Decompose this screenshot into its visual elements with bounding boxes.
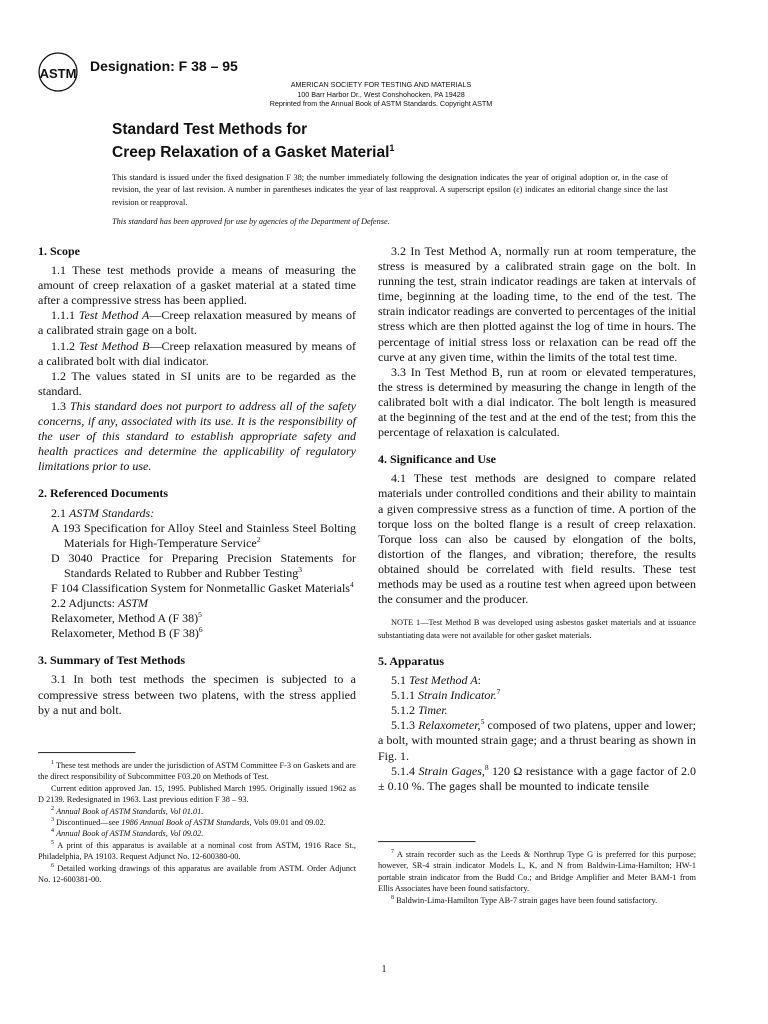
scope-heading: 1. Scope	[38, 244, 80, 258]
footnote-3: $^3$ Discontinued—see 1986 Annual Book of ASTM Standards, Vols 09.01 and 09.02.	[51, 817, 326, 828]
para-5-1: 5.1 Test Method A:	[391, 673, 482, 688]
title-footnote-mark: 1	[389, 143, 395, 153]
footnote-2: $^2$ Annual Book of ASTM Standards, Vol 01.01.	[51, 805, 204, 816]
para-1-2: 1.2 The values stated in SI units are to be regarded as the standard.	[38, 368, 356, 398]
footnote-1: $^1$ These test methods are under the jurisdiction of ASTM Committee F-3 on Gaskets and are the direct responsibility of Subcommittee F03.20 on Methods of Test.	[38, 760, 356, 782]
title-line-2: Creep Relaxation of a Gasket Material	[112, 144, 390, 162]
footnote-8: $^8$ Baldwin-Lima-Hamilton Type AB-7 strain gages have been found satisfactory.	[391, 894, 658, 905]
publisher-name: AMERICAN SOCIETY FOR TESTING AND MATERIALS	[290, 80, 472, 89]
para-3-1: 3.1 In both test methods the specimen is subjected to a compressive stress between two platens, with the stress applied by a nut and bolt.	[38, 672, 356, 717]
para-1-1-2: 1.1.2 Test Method B—Creep relaxation measured by means of a calibrated bolt with dial indicator.	[38, 338, 357, 368]
issue-note: This standard is issued under the fixed designation F 38; the number immediately following the designation indicates the year of original adoption or, in the case of revision, the year of last revision. A number in parentheses indicates the year of last reapproval. A superscript epsilon (ε) indicates an editorial change since the last revision or reapproval.	[112, 173, 668, 207]
summary-heading: 3. Summary of Test Methods	[38, 653, 186, 668]
para-2-2: 2.2 Adjuncts: ASTM	[51, 596, 149, 611]
footnote-rule-right	[378, 841, 476, 843]
ref-f104: F 104 Classification System for Nonmetallic Gasket Materials$^4$	[51, 579, 354, 595]
footnote-7: $^7$ A strain recorder such as the Leeds & Northrup Type G is preferred for this purpose; however, SR-4 strain indicator Models L, K, and N from Baldwin-Lima-Hamilton; HW-1 portable strain indicator from the Budd Co.; and Bridge Amplifier and Meter BAM-1 from Ellis Associates have been found satisfactory.	[378, 849, 696, 894]
significance-heading: 4. Significance and Use	[378, 452, 497, 467]
left-footnotes	[38, 752, 356, 885]
para-5-1-3: 5.1.3 Relaxometer,$^5$ composed of two platens, upper and lower; a bolt, with mounted strain gage; and a thrust bearing as shown in Fig. 1.	[378, 717, 696, 763]
footnote-4: $^4$ Annual Book of ASTM Standards, Vol 09.02.	[51, 828, 204, 839]
para-1-3: 1.3 This standard does not purport to address all of the safety concerns, if any, associated with its use. It is the responsibility of the user of this standard to establish appropriate safety and health practices and determine the applicability of regulatory limitations prior to use.	[38, 398, 356, 474]
para-5-1-4: 5.1.4 Strain Gages,$^8$ 120 Ω resistance with a gage factor of 2.0 ± 0.10 %. The gages shall be mounted to indicate tensile	[378, 762, 697, 793]
apparatus-heading: 5. Apparatus	[378, 653, 445, 668]
astm-logo	[36, 50, 80, 94]
title-line-1: Standard Test Methods for	[112, 121, 308, 138]
para-4-1: 4.1 These test methods are designed to compare related materials under controlled conditions and their ability to maintain a given compressive stress as a function of time. A portion of the torque loss on the bolted flange is a result of creep relaxation. Torque loss can also be caused by elongation of the bolts, distortion of the flanges, and vibration; therefore, the results obtained should be correlated with field results. These test methods may be used as a routine test when agreed upon between the consumer and the producer.	[378, 471, 696, 607]
referenced-documents-heading: 2. Referenced Documents	[38, 486, 169, 501]
para-5-1-2: 5.1.2 Timer.	[391, 703, 448, 718]
ref-d3040: D 3040 Practice for Preparing Precision Statements for Standards Related to Rubber and Rubber Testing$^3$	[51, 550, 356, 580]
reprint-note: Reprinted from the Annual Book of ASTM Standards. Copyright ASTM	[269, 99, 493, 109]
right-column	[378, 244, 696, 794]
publisher-address: 100 Barr Harbor Dr., West Conshohocken, PA 19428	[297, 89, 465, 99]
approved-note: This standard has been approved for use by agencies of the Department of Defense.	[112, 217, 390, 226]
logo-text: ASTM	[39, 66, 77, 81]
right-footnotes	[378, 841, 696, 906]
page-number: 1	[381, 964, 387, 975]
para-1-1-1: 1.1.1 Test Method A—Creep relaxation measured by means of a calibrated strain gage on a bolt.	[38, 308, 357, 338]
publisher-block	[200, 80, 562, 109]
document-title	[112, 120, 394, 162]
designation: Designation: F 38 – 95	[90, 58, 238, 74]
para-2-1: 2.1 ASTM Standards:	[51, 505, 155, 520]
para-3-3: 3.3 In Test Method B, run at room or elevated temperatures, the stress is determined by measuring the change in length of the calibrated bolt with a dial indicator. The bolt length is measured at the beginning of the test and at the end of the test; from this the percentage of relaxation is calculated.	[378, 364, 696, 440]
left-column	[38, 244, 356, 718]
adjunct-b: Relaxometer, Method B (F 38)$^6$	[51, 625, 203, 641]
footnote-5: $^5$ A print of this apparatus is available at a nominal cost from ASTM, 1916 Race St., Philadelphia, PA 19103. Request Adjunct No. 12-600380-00.	[38, 840, 356, 862]
adjunct-a: Relaxometer, Method A (F 38)$^5$	[51, 610, 202, 626]
ref-a193: A 193 Specification for Alloy Steel and Stainless Steel Bolting Materials for High-Temperature Service$^2$	[51, 520, 356, 550]
footnote-1-b: Current edition approved Jan. 15, 1995. Published March 1995. Originally issued 1962 as D 2139. Redesignated in 1963. Last previous edition F 38 – 93.	[38, 783, 356, 805]
footnote-rule	[38, 752, 136, 754]
footnote-6: $^6$ Detailed working drawings of this apparatus are available from ASTM. Order Adjunct No. 12-600381-00.	[38, 862, 357, 885]
para-5-1-1: 5.1.1 Strain Indicator.$^7$	[391, 687, 501, 703]
para-1-1: 1.1 These test methods provide a means of measuring the amount of creep relaxation of a gasket material at a stated time after a compressive stress has been applied.	[38, 263, 356, 308]
note-1: NOTE 1—Test Method B was developed using asbestos gasket materials and at issuance substantiating data were not available for other gasket materials.	[378, 618, 696, 640]
para-3-2: 3.2 In Test Method A, normally run at room temperature, the stress is measured by a calibrated strain gage on the bolt. In running the test, strain indicator readings are taken at intervals of time, beginning at the loading time, to the end of the test. The strain indicator readings are converted to percentages of the initial stress which are then plotted against the log of time in hours. The percentage of initial stress loss or relaxation can be read off the curve at any given time, within the limits of the total test time.	[378, 244, 696, 364]
